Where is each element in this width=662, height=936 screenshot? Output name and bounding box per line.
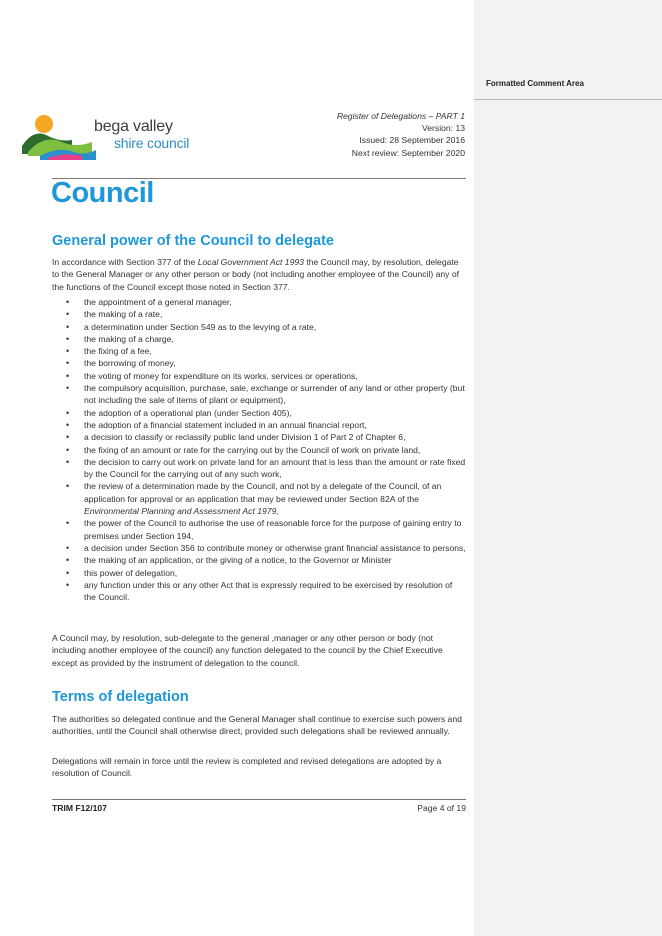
document-header <box>265 110 465 159</box>
list-item-text: the review of a determination made by the Council, and not by a delegate of the Council, of an application for approval or an application that may be reviewed under Section 82A of the <box>84 481 442 504</box>
list-item: • a decision under Section 356 to contribute money or otherwise grant financial assistance to persons, <box>66 542 466 554</box>
list-item: • the decision to carry out work on private land for an amount that is less than the amount or rate fixed by the Council for the carrying out of any such work, <box>66 456 466 481</box>
list-item-act-name: Environmental Planning and Assessment Act 1979, <box>84 506 279 517</box>
terms-paragraph-1: The authorities so delegated continue and the General Manager shall continue to exercise such powers and authorities, until the Council shall otherwise direct, provided such delegations shall be reviewed annually. <box>52 714 462 737</box>
council-logo <box>22 112 202 162</box>
comment-divider <box>474 99 662 100</box>
section-heading-general-power: General power of the Council to delegate <box>52 233 334 249</box>
trim-reference: TRIM F12/107 <box>52 803 107 813</box>
list-item: • the adoption of a operational plan (under Section 405), <box>66 407 466 419</box>
list-item: • the voting of money for expenditure on its works, services or operations, <box>66 370 466 382</box>
intro-text-end: the Council may, by resolution, delegate to the General Manager or any other person or body (not including another employee of the Council) any of the functions of the Council except those noted in Section 377. <box>52 257 460 292</box>
page-number: Page 4 of 19 <box>417 803 466 813</box>
version-text: Version: 13 <box>422 123 465 134</box>
intro-text-start: In accordance with Section 377 of the <box>52 257 198 267</box>
list-item: • the power of the Council to authorise the use of reasonable force for the purpose of gaining entry to premises under Section 194, <box>66 517 466 542</box>
register-title: Register of Delegations – PART 1 <box>336 111 465 121</box>
page-title: Council <box>51 177 154 209</box>
terms-paragraph-2: Delegations will remain in force until the review is completed and revised delegations are adopted by a resolution of Council. <box>52 756 442 779</box>
list-item: • the adoption of a financial statement included in an annual financial report, <box>66 419 466 431</box>
logo-text-bega-valley: bega valley <box>94 118 173 135</box>
list-item: • a determination under Section 549 as to the levying of a rate, <box>66 321 466 333</box>
issued-text: Issued: 28 September 2016 <box>359 135 465 146</box>
list-item: • the fixing of a fee, <box>66 345 466 357</box>
list-item: • the fixing of an amount or rate for the carrying out by the Council of work on private land, <box>66 444 466 456</box>
list-item: • a decision to classify or reclassify public land under Division 1 of Part 2 of Chapter 6, <box>66 431 466 443</box>
list-item <box>66 480 466 517</box>
intro-act-name: Local Government Act 1993 <box>197 257 304 267</box>
excluded-functions-list <box>66 296 466 603</box>
list-item: • the borrowing of money, <box>66 357 466 369</box>
review-text: Next review: September 2020 <box>351 147 465 158</box>
intro-paragraph <box>52 256 468 293</box>
sub-delegation-paragraph: A Council may, by resolution, sub-delegate to the general ,manager or any other person or body (not including another employee of the council) any function delegated to the council by the Chief Executive except as provided by the instrument of delegation to the council. <box>52 633 443 668</box>
logo-text-shire-council: shire council <box>114 135 190 151</box>
comment-label: Formatted Comment Area <box>486 79 584 88</box>
section-heading-terms: Terms of delegation <box>52 689 189 705</box>
comment-pane <box>474 0 662 936</box>
footer-divider <box>52 799 466 800</box>
list-item: • the appointment of a general manager, <box>66 296 466 308</box>
list-item: • any function under this or any other Act that is expressly required to be exercised by resolution of the Council. <box>66 579 466 604</box>
list-item: • this power of delegation, <box>66 567 466 579</box>
hills-logo-icon <box>22 112 96 160</box>
list-item: • the compulsory acquisition, purchase, sale, exchange or surrender of any land or other property (but not including the sale of items of plant or equipment), <box>66 382 466 407</box>
list-item: • the making of an application, or the giving of a notice, to the Governor or Minister <box>66 554 466 566</box>
list-item: • the making of a rate, <box>66 308 466 320</box>
list-item: • the making of a charge, <box>66 333 466 345</box>
